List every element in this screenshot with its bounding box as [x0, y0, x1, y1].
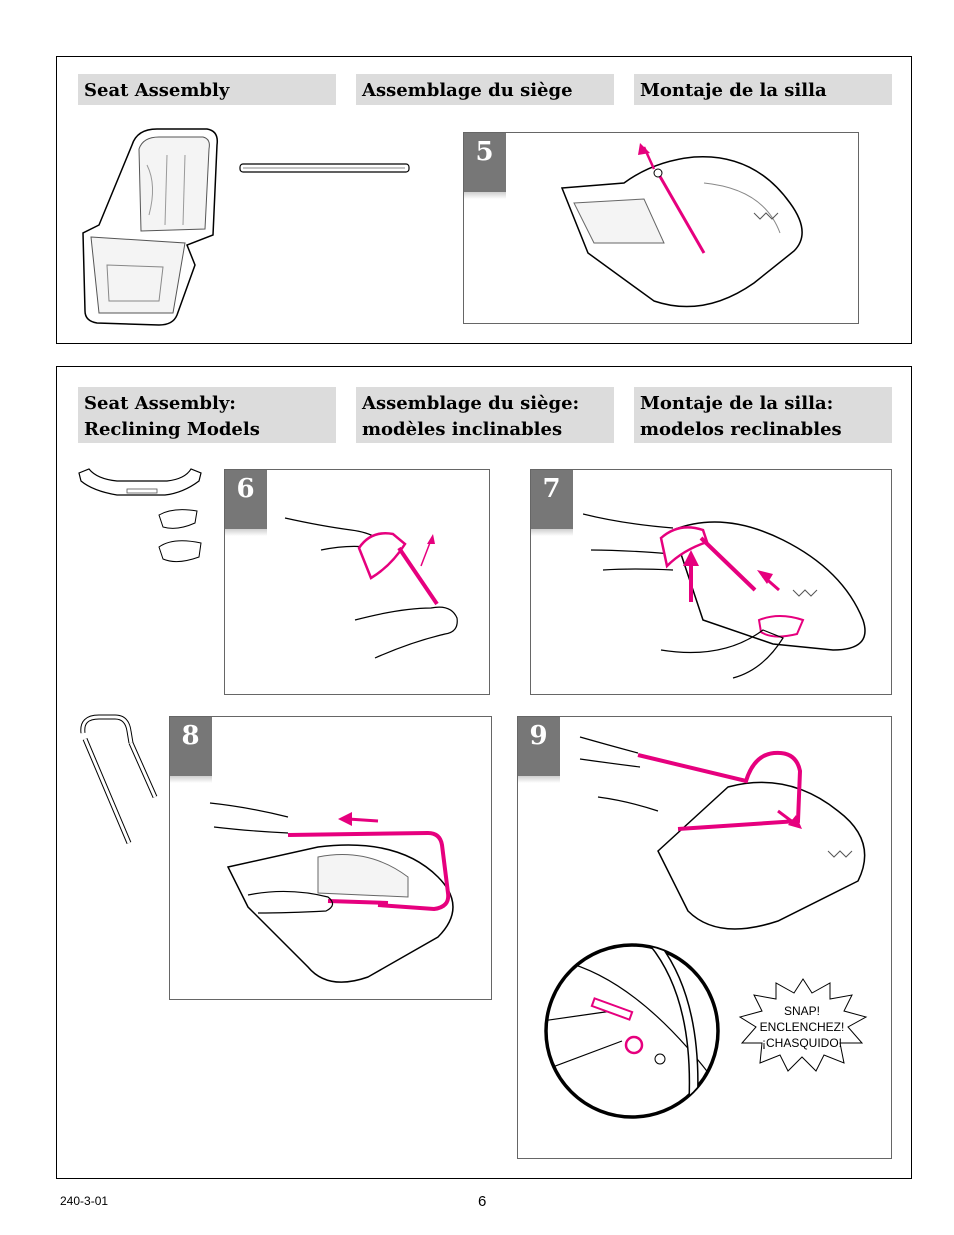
step-5-badge: 5	[463, 132, 506, 192]
header-english: Seat Assembly	[78, 74, 336, 105]
snap-detail-illustration	[542, 941, 722, 1121]
step-9-badge: 9	[517, 716, 560, 776]
step-5-box	[463, 132, 859, 324]
frame-tube-part-illustration	[77, 713, 161, 849]
step-8-badge: 8	[169, 716, 212, 776]
header-english-reclining: Seat Assembly: Reclining Models	[78, 387, 336, 443]
header-french-reclining: Assemblage du siège: modèles inclinables	[356, 387, 614, 443]
header-spanish-reclining: Montaje de la silla: modelos reclinables	[634, 387, 892, 443]
step-9-box	[517, 716, 892, 1159]
step-9-illustration	[578, 731, 878, 941]
step-6-illustration	[281, 508, 481, 678]
step-6-badge: 6	[224, 469, 267, 529]
step-7-badge: 7	[530, 469, 573, 529]
document-code: 240-3-01	[60, 1194, 109, 1208]
step-6-box	[224, 469, 490, 695]
recline-handle-parts-illustration	[77, 463, 207, 578]
header-french: Assemblage du siège	[356, 74, 614, 105]
step-7-box	[530, 469, 892, 695]
reclining-models-panel	[56, 366, 912, 1179]
step-7-illustration	[583, 510, 883, 690]
snap-callout-text: SNAP! ENCLENCHEZ! ¡CHASQUIDO!	[759, 1004, 845, 1050]
seat-assembly-panel	[56, 56, 912, 344]
step-8-illustration	[208, 797, 478, 987]
rod-part-illustration	[239, 161, 411, 175]
step-8-box	[169, 716, 492, 1000]
header-spanish: Montaje de la silla	[634, 74, 892, 105]
step-5-illustration	[554, 143, 814, 318]
page-number: 6	[478, 1193, 487, 1210]
seat-part-illustration	[77, 125, 227, 330]
